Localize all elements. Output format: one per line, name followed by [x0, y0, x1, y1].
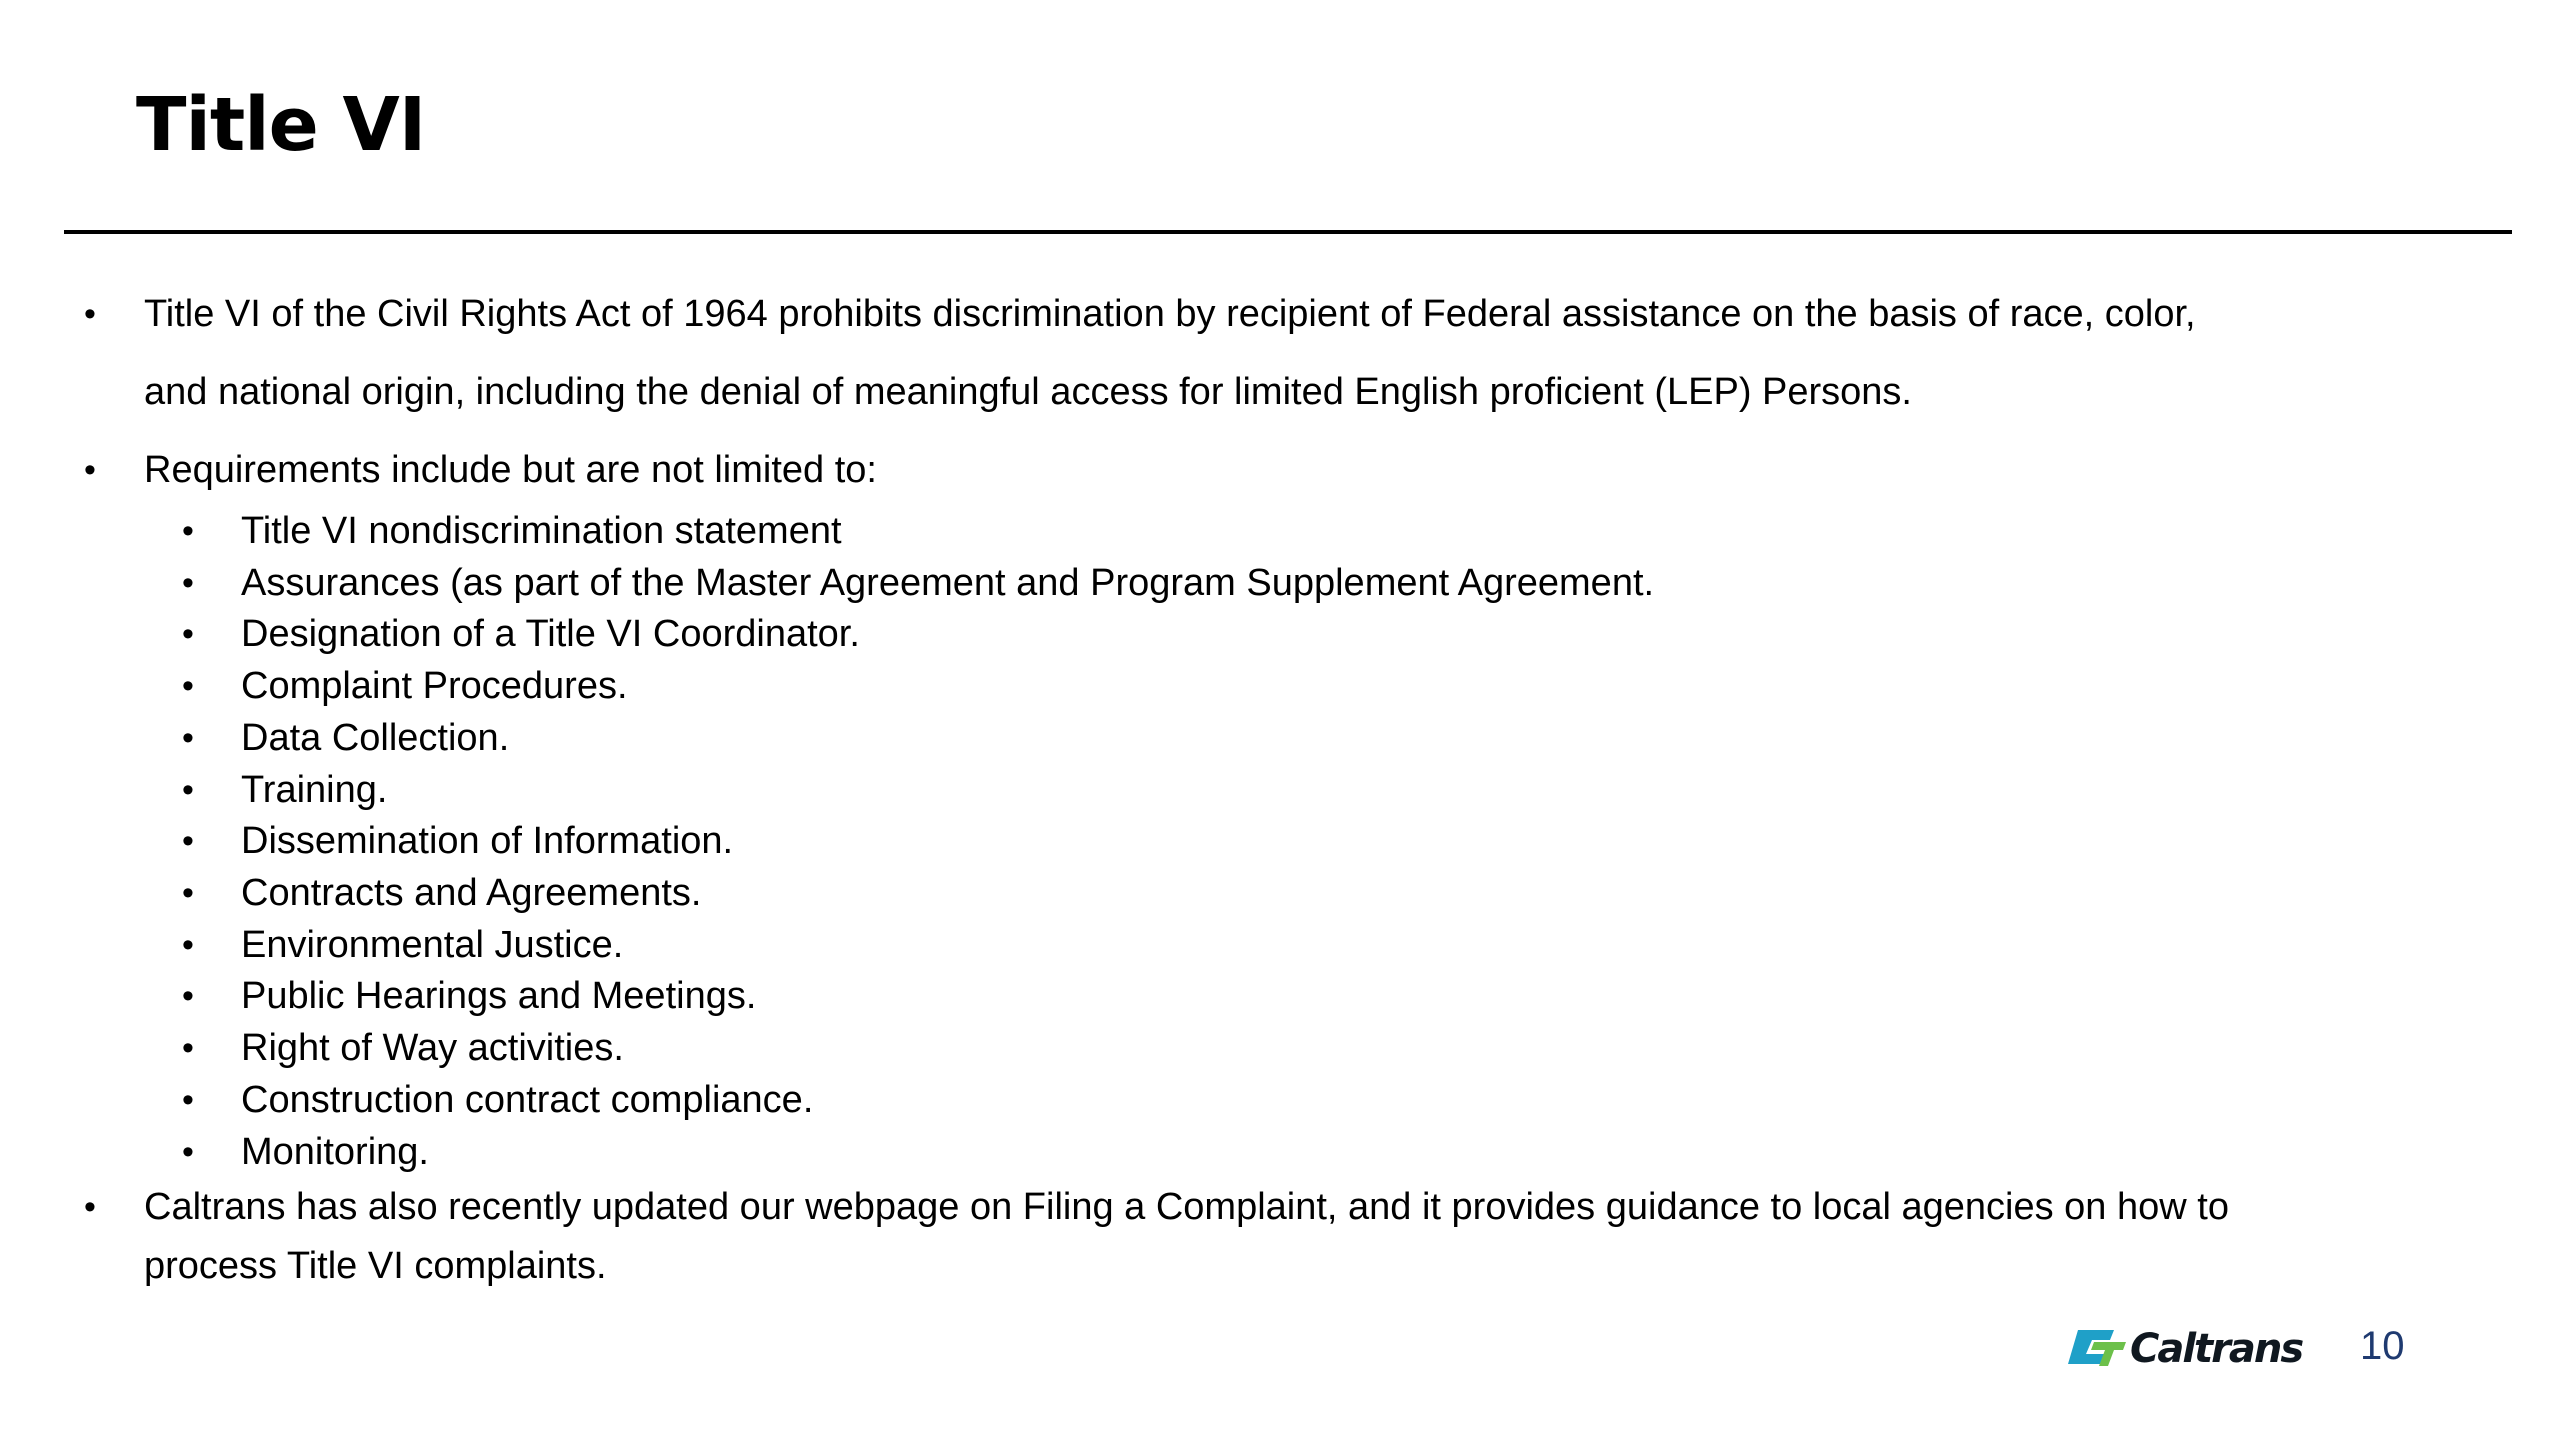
sub-item: Designation of a Title VI Coordinator.: [241, 613, 860, 655]
title-divider: [64, 230, 2512, 234]
caltrans-logo-icon: [2064, 1322, 2320, 1372]
sub-bullet-glyph: •: [182, 977, 194, 1015]
sub-item: Data Collection.: [241, 717, 510, 759]
bullet-2-line-1: Requirements include but are not limited to:: [144, 449, 877, 491]
bullet-1-line-1: Title VI of the Civil Rights Act of 1964 prohibits discrimination by recipient of Federal assistance on the basis of race, color,: [144, 293, 2196, 335]
sub-item: Right of Way activities.: [241, 1027, 624, 1069]
sub-item: Complaint Procedures.: [241, 665, 628, 707]
page-number: 10: [2360, 1324, 2405, 1368]
sub-item: Construction contract compliance.: [241, 1079, 814, 1121]
sub-item: Dissemination of Information.: [241, 820, 734, 862]
sub-bullet-glyph: •: [182, 1081, 194, 1119]
slide-title: Title VI: [136, 82, 426, 168]
sub-bullet-glyph: •: [182, 771, 194, 809]
sub-bullet-glyph: •: [182, 564, 194, 602]
sub-bullet-glyph: •: [182, 667, 194, 705]
bullet-glyph: •: [84, 451, 96, 489]
sub-bullet-glyph: •: [182, 874, 194, 912]
bullet-3-line-1: Caltrans has also recently updated our webpage on Filing a Complaint, and it provides guidance to local agencies on how to: [144, 1186, 2229, 1228]
caltrans-wordmark: Caltrans: [2130, 1326, 2303, 1372]
sub-bullet-glyph: •: [182, 512, 194, 550]
bullet-3-line-2: process Title VI complaints.: [144, 1245, 607, 1287]
sub-item: Title VI nondiscrimination statement: [241, 510, 842, 552]
sub-bullet-glyph: •: [182, 719, 194, 757]
bullet-1-line-2: and national origin, including the denial of meaningful access for limited English proficient (LEP) Persons.: [144, 371, 1912, 413]
caltrans-mark: [2068, 1330, 2126, 1366]
sub-item: Public Hearings and Meetings.: [241, 975, 757, 1017]
sub-item: Training.: [241, 769, 388, 811]
bullet-glyph: •: [84, 295, 96, 333]
sub-bullet-glyph: •: [182, 822, 194, 860]
sub-item: Monitoring.: [241, 1131, 429, 1173]
sub-item: Environmental Justice.: [241, 924, 624, 966]
sub-bullet-glyph: •: [182, 1029, 194, 1067]
sub-bullet-glyph: •: [182, 1133, 194, 1171]
sub-bullet-glyph: •: [182, 926, 194, 964]
bullet-glyph: •: [84, 1188, 96, 1226]
sub-item: Contracts and Agreements.: [241, 872, 702, 914]
sub-item: Assurances (as part of the Master Agreement and Program Supplement Agreement.: [241, 562, 1655, 604]
sub-bullet-glyph: •: [182, 615, 194, 653]
